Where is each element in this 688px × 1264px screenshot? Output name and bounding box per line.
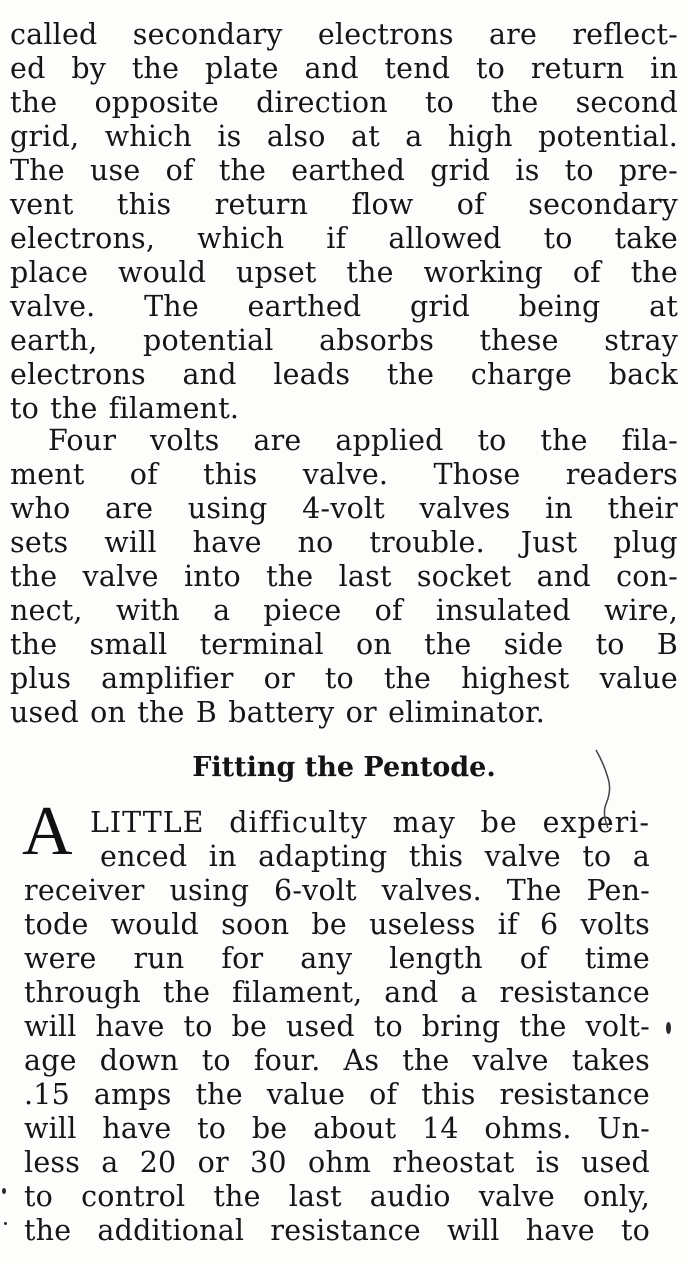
drop-cap: A (22, 793, 73, 870)
ink-smudge-mark (586, 744, 626, 864)
text-line: will have to be used to bring the volt- (24, 1010, 650, 1043)
ink-speck (2, 1188, 6, 1194)
text-line: to the filament. (10, 392, 240, 425)
text-line: valve. The earthed grid being at (10, 290, 678, 323)
text-line: electrons and leads the charge back (10, 358, 678, 391)
text-line: will have to be about 14 ohms. Un- (24, 1112, 650, 1145)
ink-speck (666, 1022, 671, 1034)
text-line: used on the B battery or eliminator. (10, 696, 546, 729)
text-line: through the filament, and a resistance (24, 976, 650, 1009)
text-line: grid, which is also at a high potential. (10, 120, 678, 153)
ink-speck (4, 1222, 7, 1225)
text-line: sets will have no trouble. Just plug (10, 526, 678, 559)
text-line: nect, with a piece of insulated wire, (10, 594, 678, 627)
text-line: place would upset the working of the (10, 256, 678, 289)
text-line: to control the last audio valve only, (24, 1180, 650, 1213)
text-line: The use of the earthed grid is to pre- (10, 154, 678, 187)
text-line: the valve into the last socket and con- (10, 560, 678, 593)
text-line: earth, potential absorbs these stray (10, 324, 678, 357)
text-line: electrons, which if allowed to take (10, 222, 678, 255)
text-line: plus amplifier or to the highest value (10, 662, 678, 695)
text-line: receiver using 6-volt valves. The Pen- (24, 874, 650, 907)
text-line: ed by the plate and tend to return in (10, 52, 678, 85)
text-line: called secondary electrons are reflect- (10, 18, 678, 51)
text-line: the additional resistance will have to (24, 1214, 650, 1247)
text-line: Four volts are applied to the fila- (48, 424, 678, 457)
text-line: the opposite direction to the second (10, 86, 678, 119)
text-line: tode would soon be useless if 6 volts (24, 908, 650, 941)
text-line: enced in adapting this valve to a (100, 840, 650, 873)
text-line: age down to four. As the valve takes (24, 1044, 650, 1077)
section-heading: Fitting the Pentode. (192, 752, 496, 783)
text-line: less a 20 or 30 ohm rheostat is used (24, 1146, 650, 1179)
text-line: LITTLE difficulty may be experi- (90, 806, 650, 839)
text-line: were run for any length of time (24, 942, 650, 975)
text-line: the small terminal on the side to B (10, 628, 678, 661)
text-line: ment of this valve. Those readers (10, 458, 678, 491)
text-line: who are using 4-volt valves in their (10, 492, 678, 525)
text-line: .15 amps the value of this resistance (24, 1078, 650, 1111)
text-line: vent this return flow of secondary (10, 188, 678, 221)
